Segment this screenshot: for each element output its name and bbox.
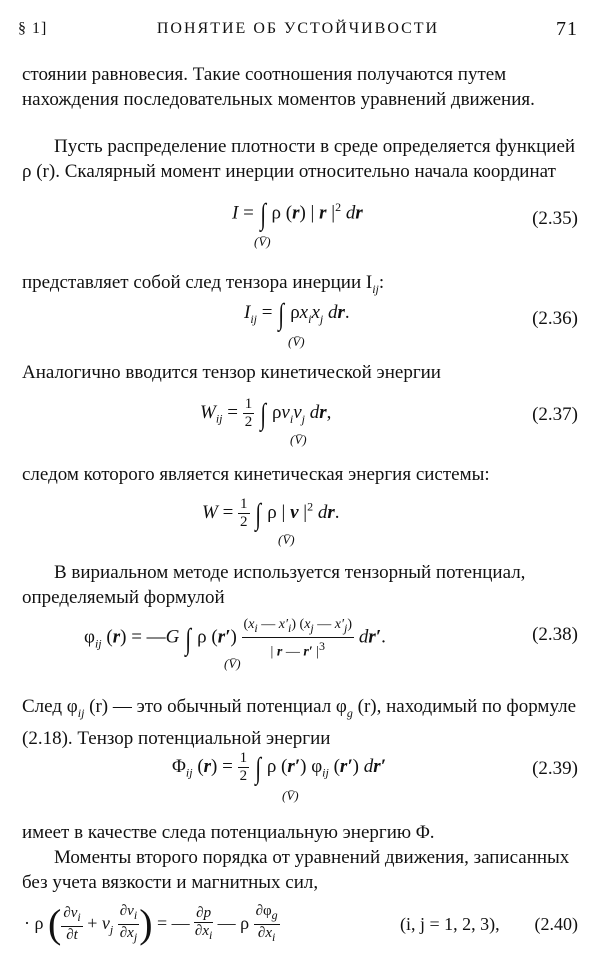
- page-number: 71: [556, 18, 578, 40]
- integral-limit: (V̄): [278, 532, 295, 547]
- integral-limit: (V̄): [288, 334, 305, 349]
- paragraph-4: Аналогично вводится тензор кинетической энергии: [22, 362, 441, 383]
- equation-kinetic-energy: W = $\frac{1}{2}$ ∫ ρ | v $|^2$ dr. (V̄): [202, 496, 340, 547]
- integral-limit: (V̄): [290, 432, 307, 447]
- paragraph-1: стоянии равновесия. Такие соотношения получаются путем нахождения последовательных моментов уравнений движения.: [22, 64, 535, 110]
- equation-number: (2.37): [532, 404, 578, 425]
- paragraph-2: Пусть распределение плотности в среде определяется функцией ρ (r). Скалярный момент инерции относительно начала координат: [22, 136, 576, 182]
- equation-number: (2.38): [532, 624, 578, 645]
- equation-2-38: $\varphi_{ij}$ (r) = —G ∫ ρ (r′) $\frac{(x_i — x'_i) (x_j — x'_j)}{| r — r' |^3}$ dr′. (V̄) (2.38): [84, 617, 578, 671]
- paragraph-3: представляет собой след тензора инерции $I_{ij}$:: [22, 272, 385, 296]
- equation-number: (2.39): [532, 758, 578, 779]
- index-range: (i, j = 1, 2, 3),: [400, 914, 500, 934]
- section-marker: § 1]: [18, 20, 48, 37]
- paragraph-9: Моменты второго порядка от уравнений движения, записанных без учета вязкости и магнитных сил,: [22, 847, 570, 893]
- equation-number: (2.40): [534, 914, 578, 934]
- integral-limit: (V̄): [254, 234, 271, 249]
- equation-2-36: $I_{ij}$ = ∫ $\rho x_ix_j$ dr. (V̄) (2.36): [244, 298, 578, 349]
- integral-limit: (V̄): [224, 656, 241, 671]
- running-title: ПОНЯТИЕ ОБ УСТОЙЧИВОСТИ: [156, 20, 440, 37]
- paragraph-8: имеет в качестве следа потенциальную энергию Φ.: [22, 822, 435, 843]
- running-header: [18, 18, 578, 46]
- equation-2-35: I = ∫ ρ (r) | r $|^2$ dr (V̄) (2.35): [232, 198, 578, 249]
- paragraph-6: В вириальном методе используется тензорный потенциал, определяемый формулой: [22, 562, 526, 608]
- equation-number: (2.35): [532, 208, 578, 229]
- paragraph-5: следом которого является кинетическая энергия системы:: [22, 464, 490, 485]
- equation-number: (2.36): [532, 308, 578, 329]
- paragraph-7: След $\varphi_{ij}$ (r) — это обычный потенциал $\varphi_g$ (r), находимый по формуле (2.18). Тензор потенциальной энергии: [22, 696, 577, 749]
- equation-2-37: $W_{ij}$ = $\frac{1}{2}$ ∫ $\rho v_iv_j$ dr, (V̄) (2.37): [200, 396, 578, 447]
- equation-2-40: · ρ ( $\frac{\partial v_i}{\partial t}$ + $v_j$ $\frac{\partial v_i}{\partial x_j}$ ) = — $\frac{\partial p}{\partial x_i}$ — ρ $\frac{\partial\varphi_g}{\partial x_i}$ (i, j = 1, 2, 3), (2.40): [24, 901, 578, 946]
- equation-2-39: $\Phi_{ij}$ (r) = $\frac{1}{2}$ ∫ ρ (r′) $\varphi_{ij}$ (r′) dr′ (V̄) (2.39): [172, 750, 578, 803]
- integral-limit: (V̄): [282, 788, 299, 803]
